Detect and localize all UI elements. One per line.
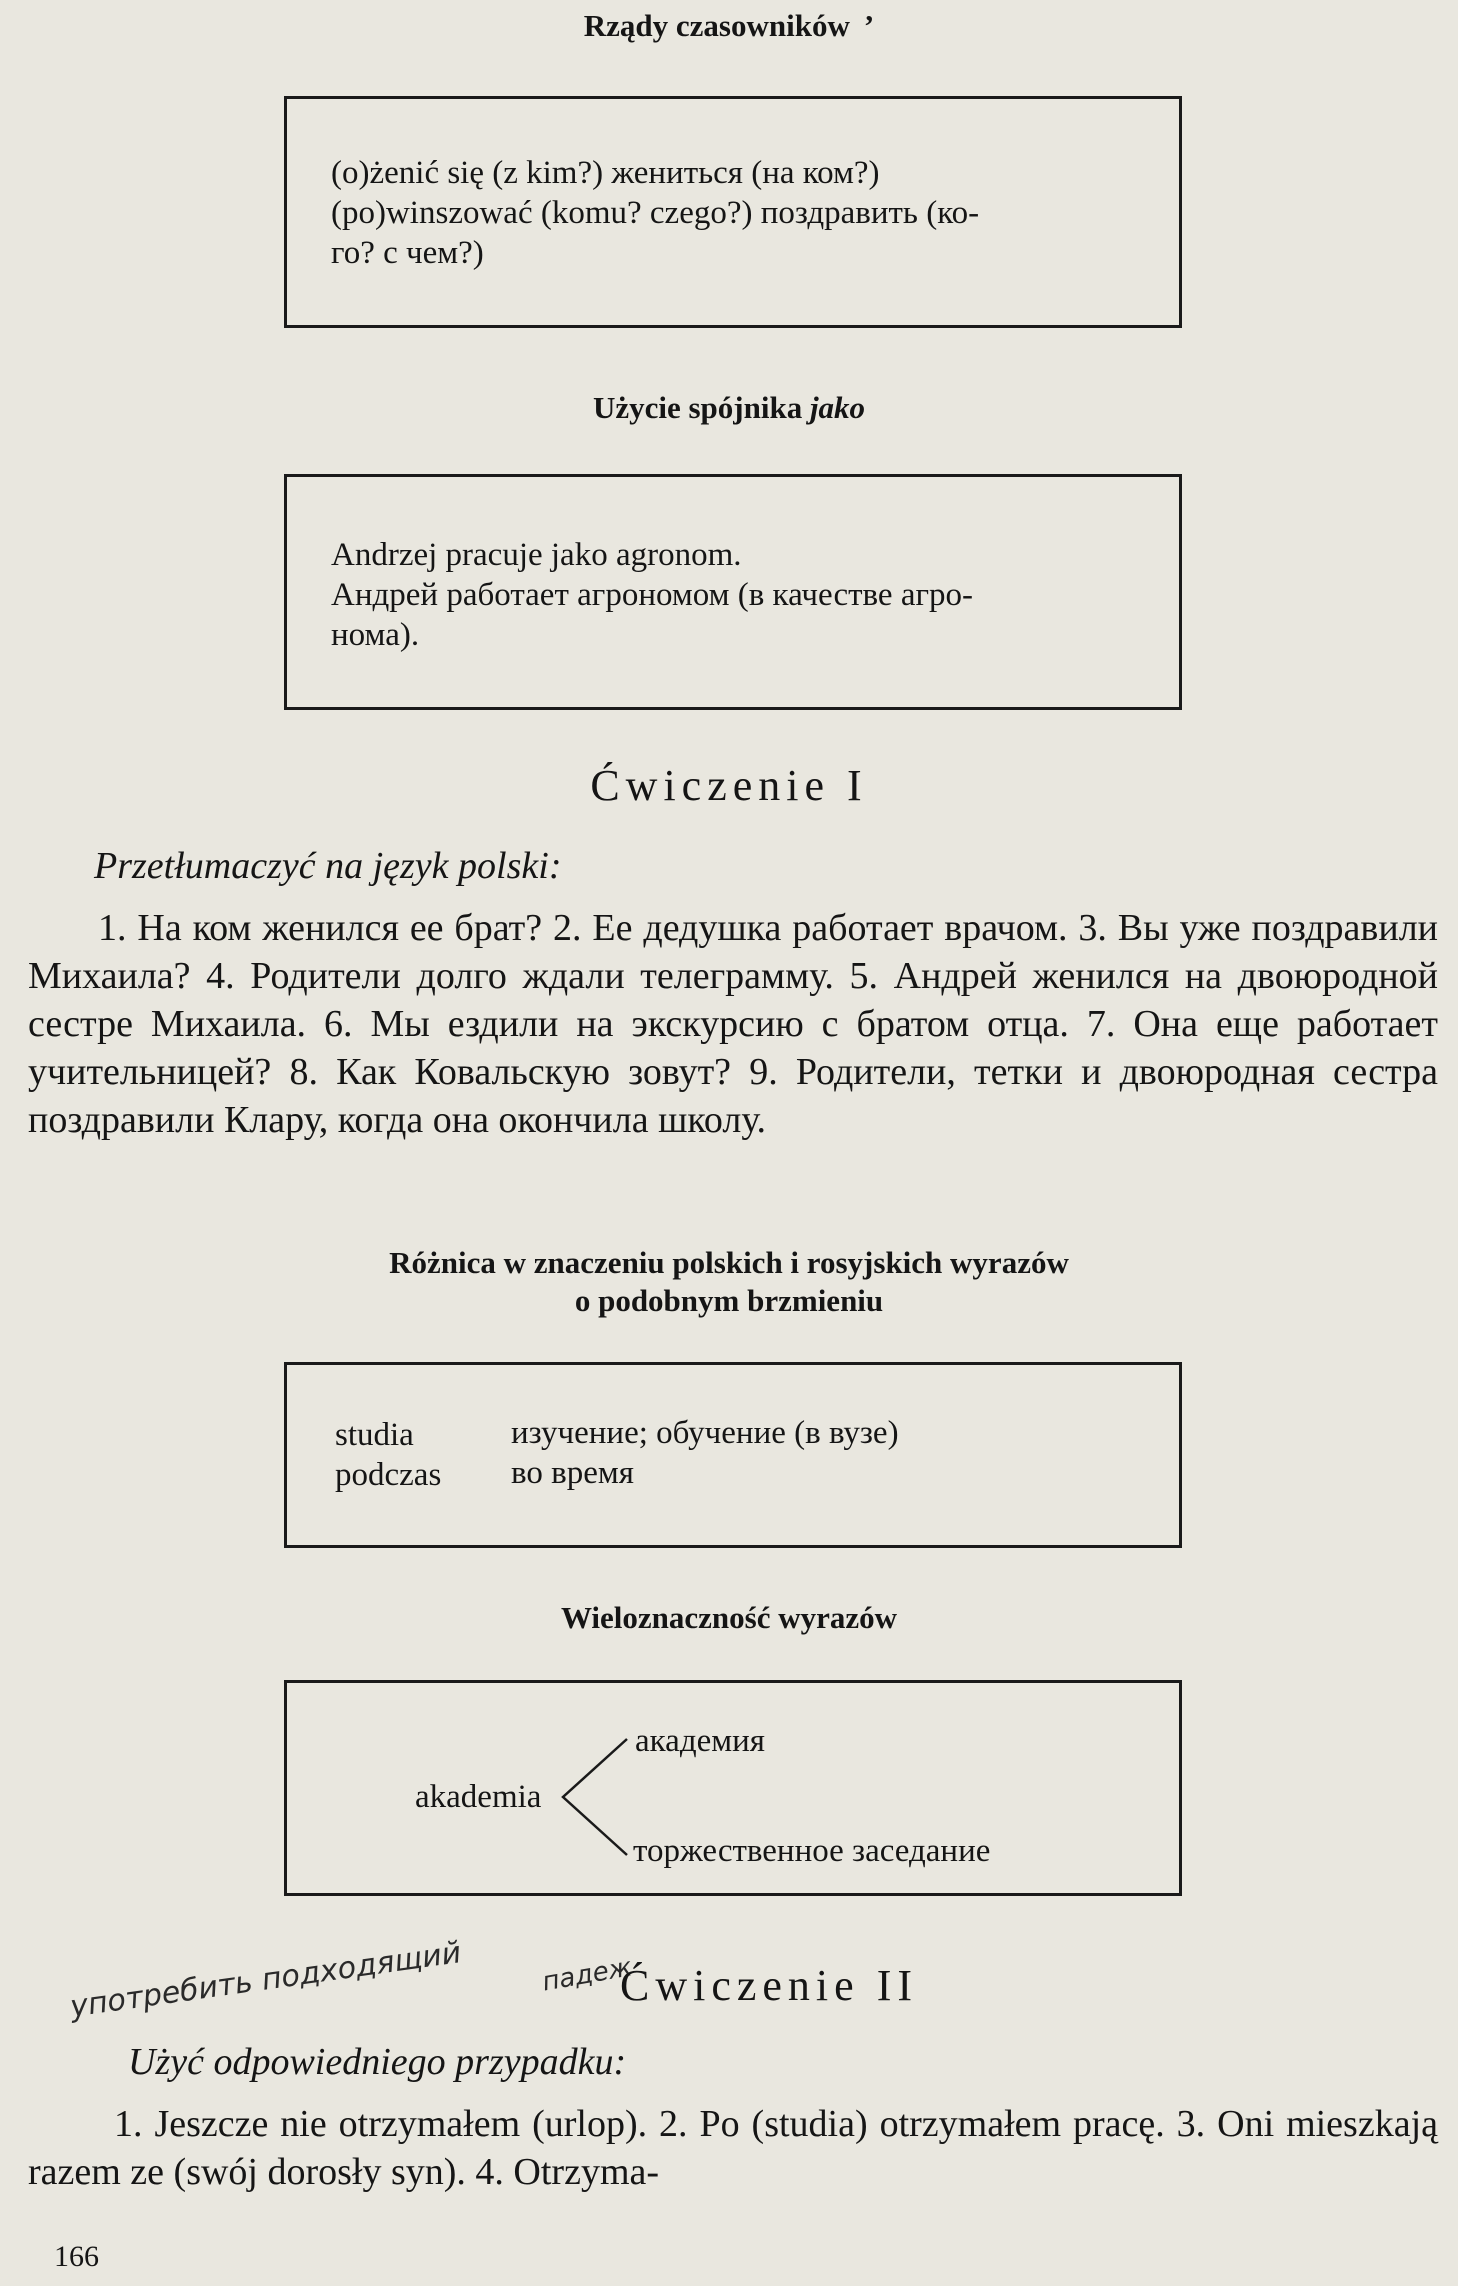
false-friends-box	[284, 1362, 1182, 1548]
false-friend-pl-2: podczas	[335, 1457, 442, 1493]
polysemy-meaning-top: академия	[635, 1723, 765, 1759]
verb-line-2: (po)winszować (komu? czego?) поздравить (ко-	[331, 195, 980, 231]
stray-mark: ’	[863, 8, 875, 43]
false-friend-ru-2: во время	[511, 1455, 634, 1491]
exercise-2-instruction: Użyć odpowiedniego przypadku:	[128, 2041, 627, 2083]
heading-jako-word: jako	[809, 390, 866, 425]
jako-line-1: Andrzej pracuje jako agronom.	[331, 537, 742, 573]
verb-line-1: (o)żenić się (z kim?) жениться (на ком?)	[331, 155, 880, 191]
polysemy-word: akademia	[415, 1779, 542, 1815]
heading-jako	[0, 390, 1458, 426]
exercise-1-text: 1. На ком женился ее брат? 2. Ее дедушка работает врачом. 3. Вы уже поздравили Михаила? 4. Родители долго ждали телеграмму. 5. Андрей женился на двоюродной сестре Михаила. 6. Мы ездили на экскурсию с братом отца. 7. Она еще работает учительницей? 8. Как Ковальскую зовут? 9. Родители, тетки и двоюродная сестра поздравили Клару, когда она окончила школу.	[28, 907, 1438, 1141]
false-friend-ru-1: изучение; обучение (в вузе)	[511, 1415, 899, 1451]
heading-verb-government	[0, 8, 1458, 44]
exercise-2-title: Ćwiczenie II	[620, 1961, 918, 2010]
heading-verb-government-text: Rządy czasowników	[583, 8, 850, 43]
verb-government-box	[284, 96, 1182, 328]
handwritten-note-1: употребить подходящий	[68, 1935, 464, 2025]
jako-box	[284, 474, 1182, 710]
heading-false-friends-line-1: Różnica w znaczeniu polskich i rosyjskich wyrazów	[389, 1245, 1069, 1280]
exercise-2-text: 1. Jeszcze nie otrzymałem (urlop). 2. Po (studia) otrzymałem pracę. 3. Oni mieszkają razem ze (swój dorosły syn). 4. Otrzyma-	[28, 2103, 1438, 2193]
verb-line-3: го? с чем?)	[331, 235, 484, 271]
exercise-1-title: Ćwiczenie I	[590, 761, 868, 810]
heading-jako-prefix: Użycie spójnika	[592, 390, 803, 425]
heading-false-friends-line-2: o podobnym brzmieniu	[574, 1283, 884, 1318]
polysemy-meaning-bottom: торжественное заседание	[633, 1833, 991, 1869]
branch-bracket-icon	[559, 1727, 639, 1867]
polysemy-box	[284, 1680, 1182, 1896]
heading-polysemy: Wieloznaczność wyrazów	[560, 1600, 898, 1635]
page-number: 166	[54, 2240, 99, 2273]
handwritten-note-2: падеж	[540, 1952, 635, 1998]
heading-false-friends	[0, 1244, 1458, 1320]
false-friend-pl-1: studia	[335, 1417, 414, 1453]
jako-line-3: нома).	[331, 617, 420, 653]
exercise-1-instruction: Przetłumaczyć na język polski:	[94, 845, 562, 887]
jako-line-2: Андрей работает агрономом (в качестве агро-	[331, 577, 974, 613]
